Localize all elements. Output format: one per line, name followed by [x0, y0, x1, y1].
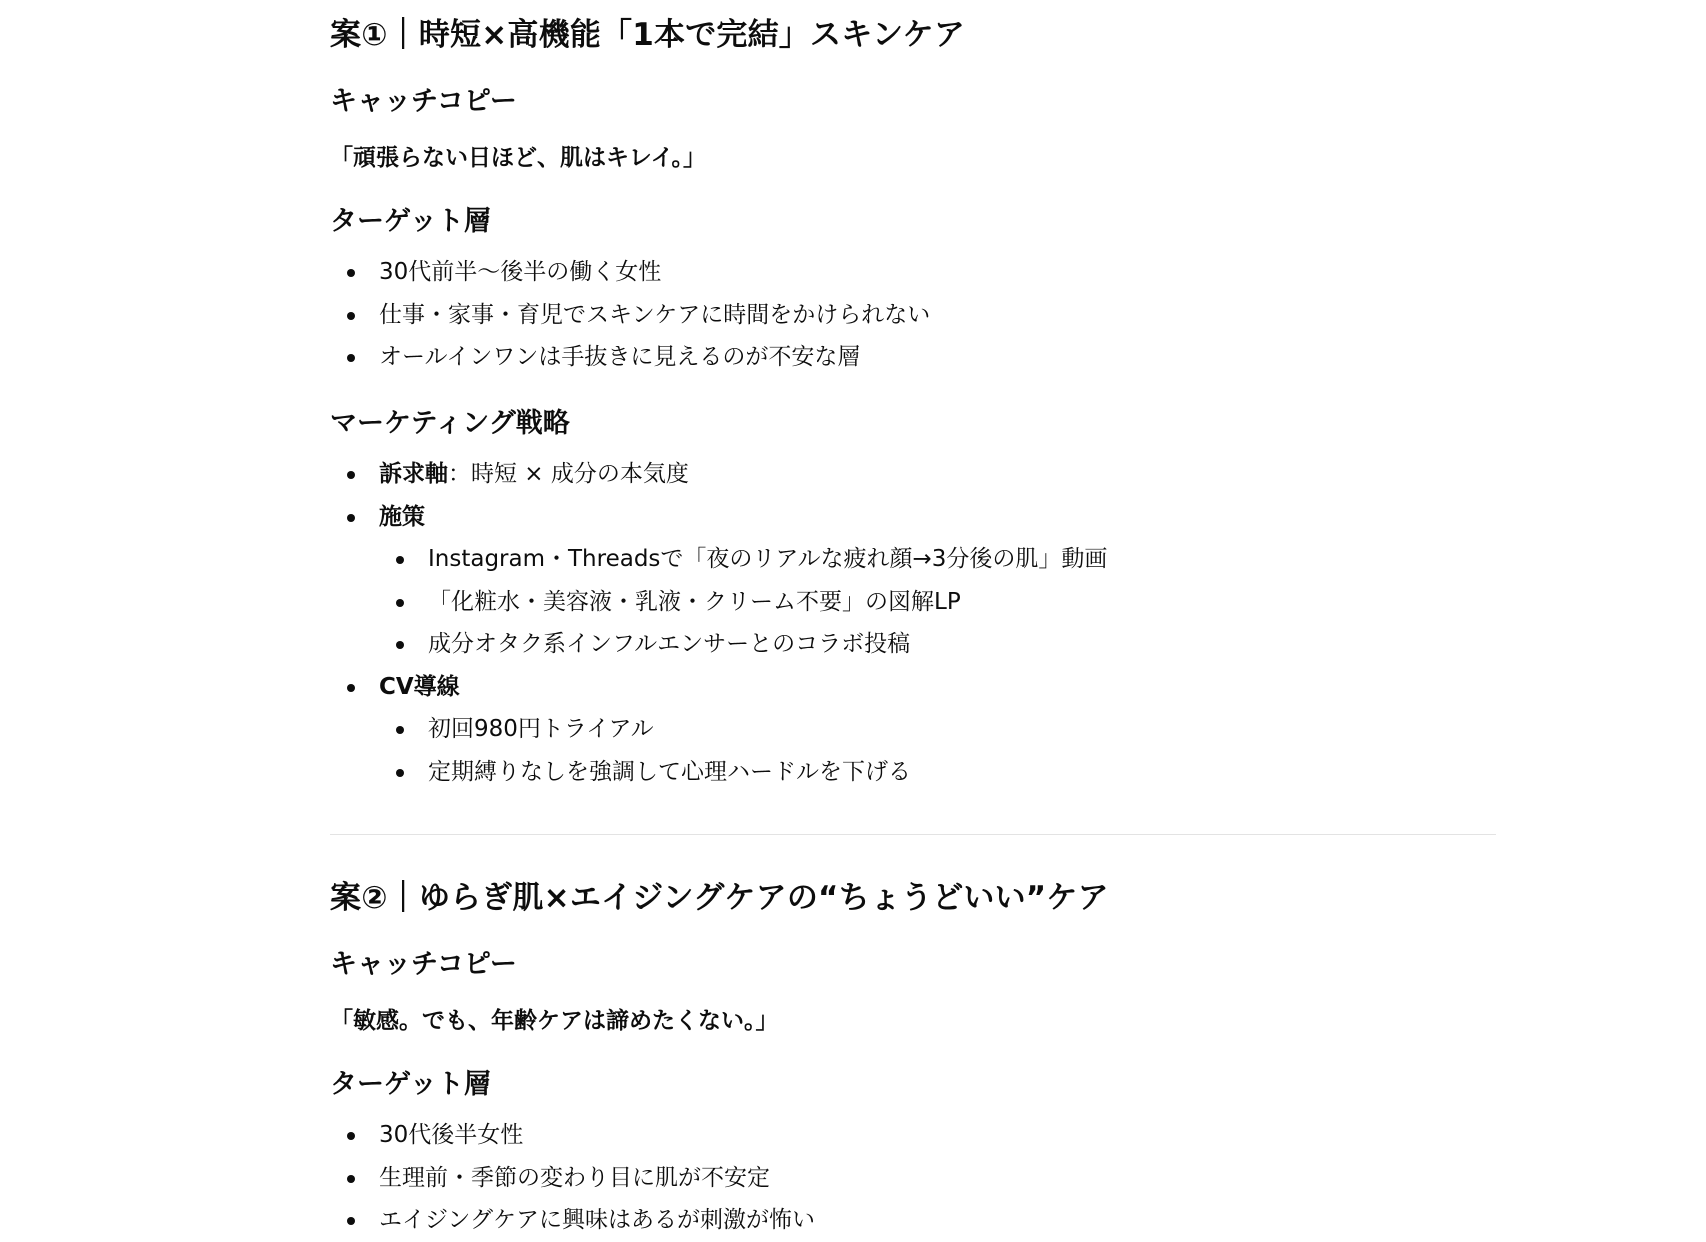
plan-1-target-heading-block	[330, 204, 491, 240]
list-item-appeal	[330, 453, 1107, 496]
list-item-cv	[330, 666, 1107, 794]
plan-1-title: 案①｜時短×高機能「1本で完結」スキンケア	[330, 17, 966, 53]
appeal-text: ：時短 × 成分の本気度	[448, 461, 689, 487]
plan-2-title-block	[330, 878, 1109, 918]
plan-1-strategy-list	[330, 453, 1107, 793]
plan-1-catch-heading-block	[330, 84, 517, 120]
cv-list	[379, 708, 1107, 793]
list-item: 「化粧水・美容液・乳液・クリーム不要」の図解LP	[379, 581, 1107, 624]
measures-label: 施策	[379, 503, 425, 530]
plan-2-catch-copy-block	[330, 1005, 779, 1037]
plan-2-target-heading-block	[330, 1067, 491, 1103]
plan-2-catch-heading: キャッチコピー	[330, 949, 517, 980]
list-item: オールインワンは手抜きに見えるのが不安な層	[330, 336, 930, 379]
plan-1-catch-heading: キャッチコピー	[330, 86, 517, 117]
list-item: エイジングケアに興味はあるが刺激が怖い	[330, 1199, 815, 1242]
list-item: 生理前・季節の変わり目に肌が不安定	[330, 1157, 815, 1200]
list-item: 30代前半〜後半の働く女性	[330, 251, 930, 294]
plan-2-target-heading: ターゲット層	[330, 1069, 491, 1100]
plan-1-strategy-heading: マーケティング戦略	[330, 408, 570, 439]
measures-list	[379, 538, 1107, 666]
list-item: 成分オタク系インフルエンサーとのコラボ投稿	[379, 623, 1107, 666]
plan-1-strategy-list-block	[330, 453, 1107, 793]
list-item: 定期縛りなしを強調して心理ハードルを下げる	[379, 751, 1107, 794]
cv-label: CV導線	[379, 673, 460, 700]
list-item: 仕事・家事・育児でスキンケアに時間をかけられない	[330, 294, 930, 337]
appeal-label: 訴求軸	[379, 461, 448, 487]
plan-1-target-list	[330, 251, 930, 379]
plan-1-target-list-block	[330, 251, 930, 379]
plan-2-catch-copy: 「敏感。でも、年齢ケアは諦めたくない。」	[330, 1008, 779, 1034]
plan-2-catch-heading-block	[330, 947, 517, 983]
section-divider	[330, 834, 1496, 835]
plan-1-catch-copy-block	[330, 142, 706, 174]
list-item-measures	[330, 496, 1107, 666]
plan-2-target-list	[330, 1114, 815, 1242]
plan-1-catch-copy: 「頑張らない日ほど、肌はキレイ。」	[330, 145, 707, 171]
plan-1-strategy-heading-block	[330, 406, 570, 442]
list-item: Instagram・Threadsで「夜のリアルな疲れ顔→3分後の肌」動画	[379, 538, 1107, 581]
list-item: 30代後半女性	[330, 1114, 815, 1157]
plan-2-title: 案②｜ゆらぎ肌×エイジングケアの“ちょうどいい”ケア	[330, 880, 1109, 916]
plan-1-target-heading: ターゲット層	[330, 206, 491, 237]
plan-2-target-list-block	[330, 1114, 815, 1242]
plan-1-title-block	[330, 15, 965, 55]
list-item: 初回980円トライアル	[379, 708, 1107, 751]
